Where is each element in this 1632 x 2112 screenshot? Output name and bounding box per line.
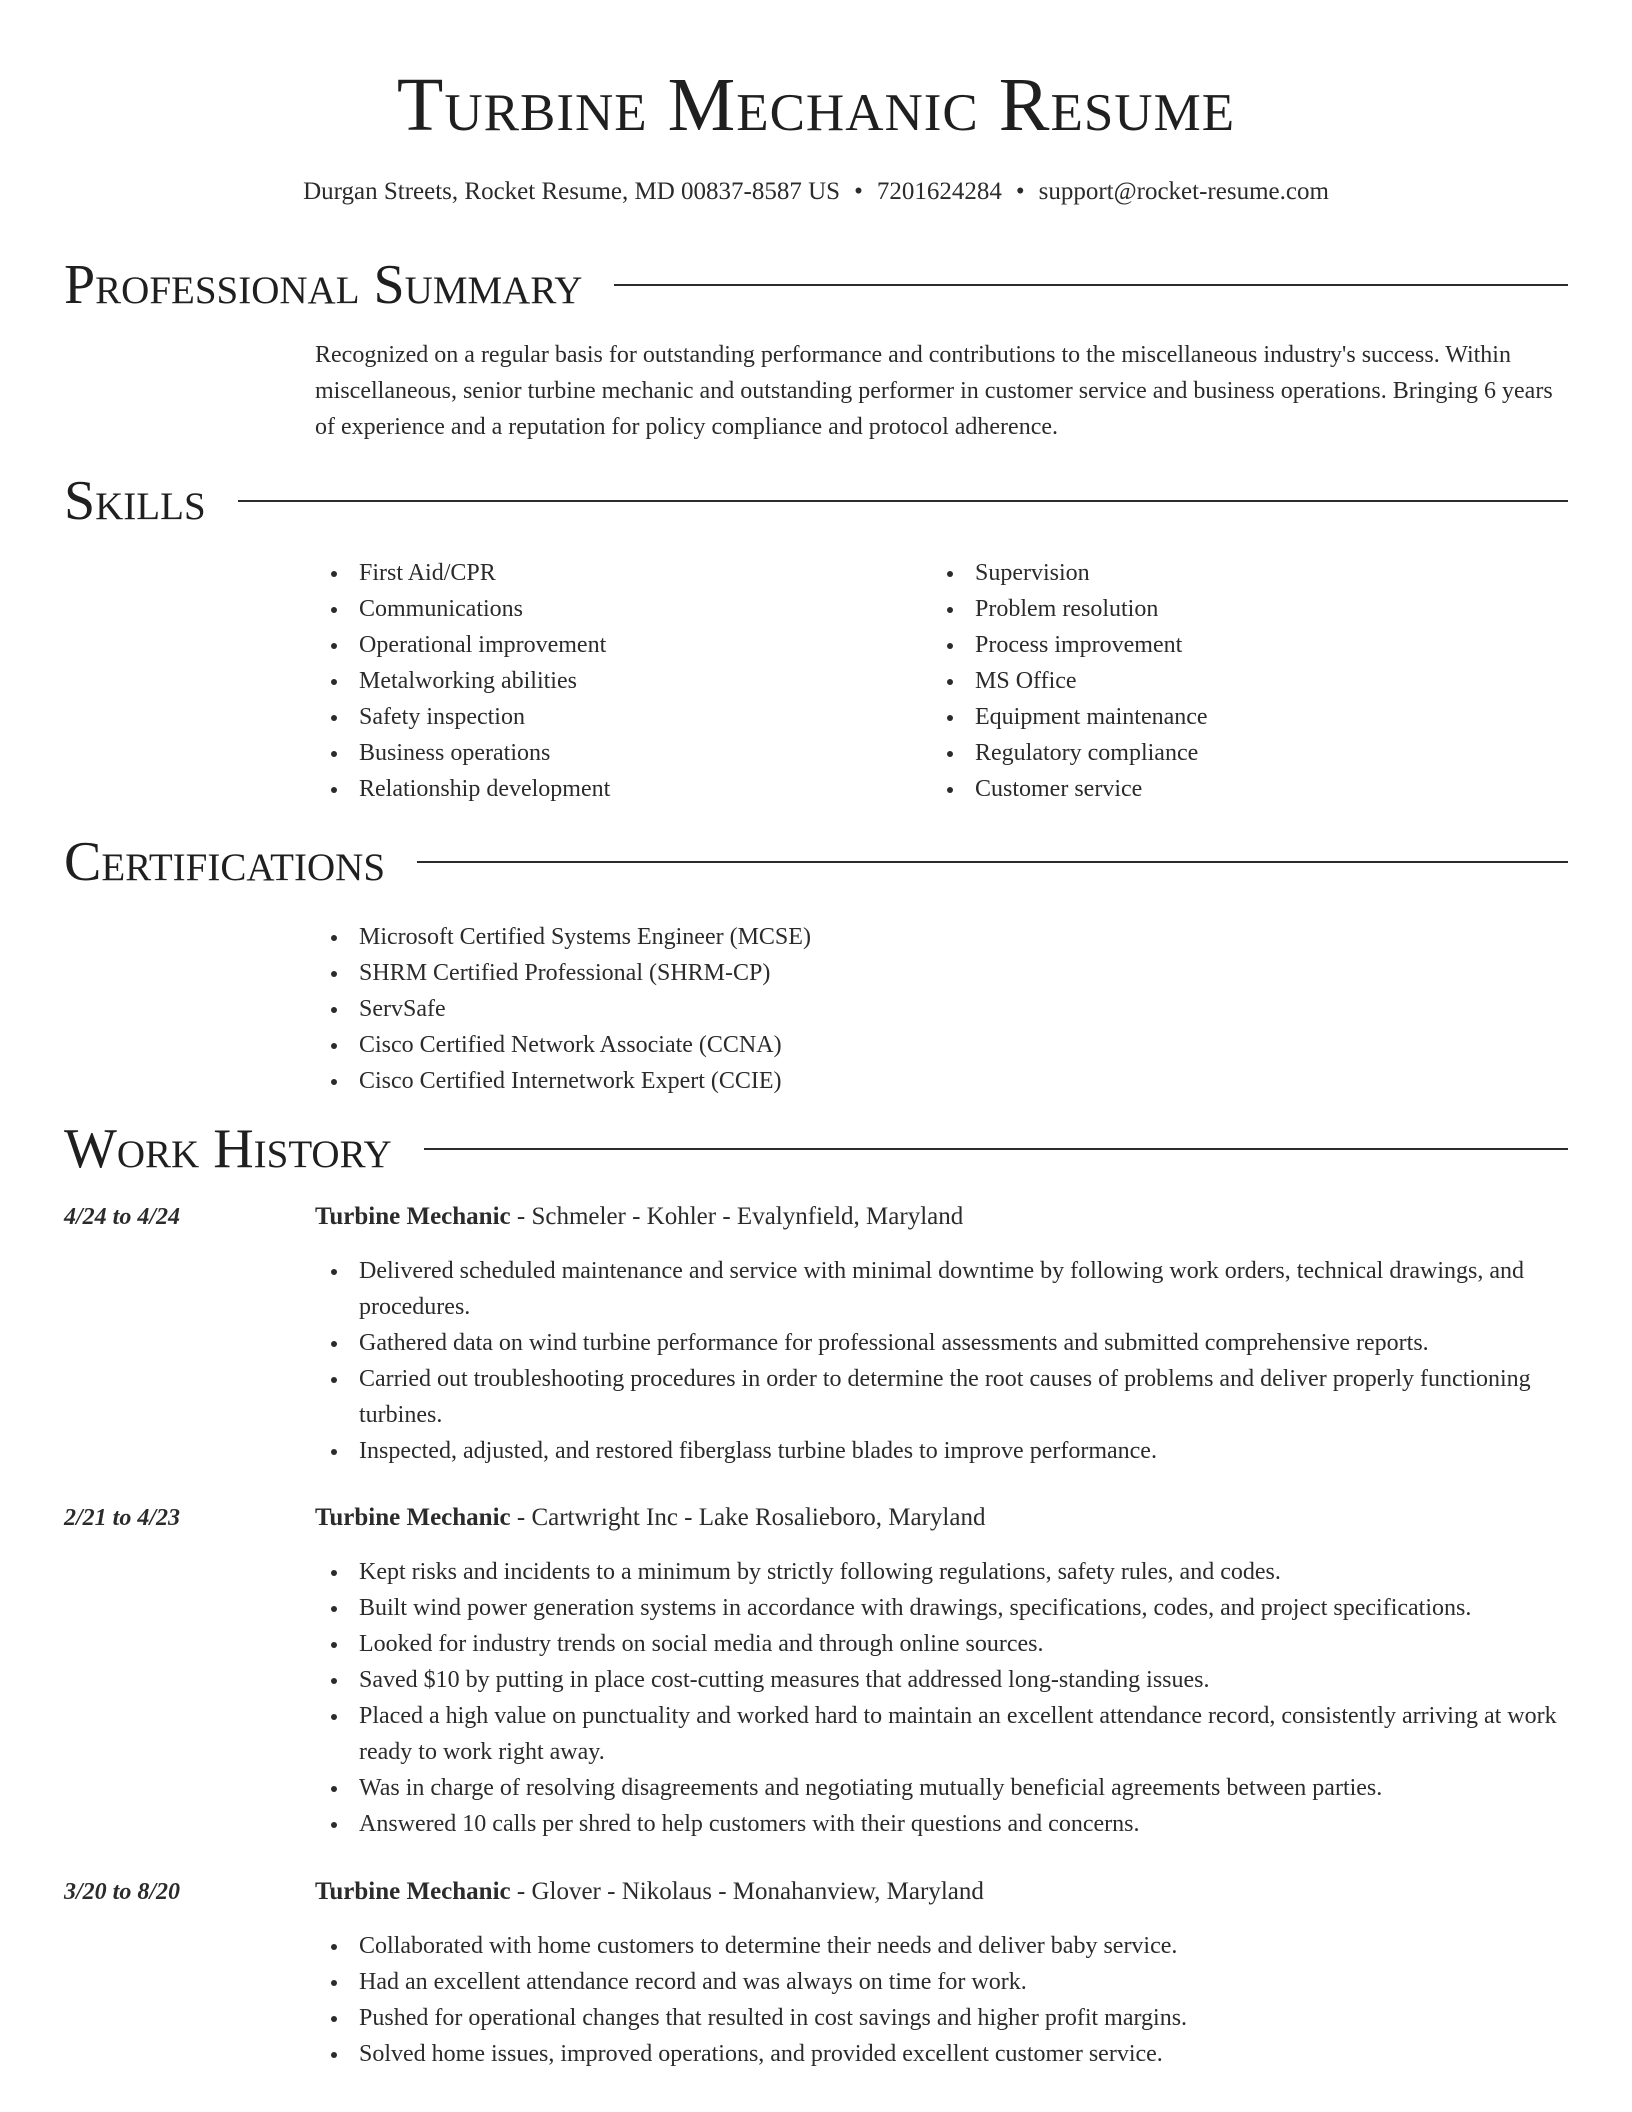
section-rule — [424, 1148, 1568, 1150]
job-bullet-item: Kept risks and incidents to a minimum by strictly following regulations, safety rules, and codes. — [315, 1554, 1568, 1590]
job-bullet-item: Looked for industry trends on social media and through online sources. — [315, 1626, 1568, 1662]
job-employer-location: - Glover - Nikolaus - Monahanview, Maryland — [510, 1878, 984, 1905]
skill-item: Operational improvement — [315, 627, 915, 663]
certification-item: Cisco Certified Internetwork Expert (CCIE) — [315, 1063, 1515, 1099]
job-header — [315, 1874, 984, 1910]
skill-item: Business operations — [315, 735, 915, 771]
contact-phone: 7201624284 — [876, 178, 1002, 205]
job-bullet-item: Delivered scheduled maintenance and service with minimal downtime by following work orders, technical drawings, and procedures. — [315, 1253, 1568, 1325]
section-rule — [238, 500, 1568, 502]
skill-item: Communications — [315, 591, 915, 627]
section-heading-work-history — [64, 1114, 1568, 1184]
job-bullets — [315, 1554, 1568, 1842]
job-bullet-item: Answered 10 calls per shred to help customers with their questions and concerns. — [315, 1806, 1568, 1842]
section-rule — [614, 284, 1568, 286]
job-bullet-item: Placed a high value on punctuality and worked hard to maintain an excellent attendance record, consistently arriving at work ready to work right away. — [315, 1698, 1568, 1770]
section-title: Work History — [64, 1118, 392, 1180]
section-heading-certifications — [64, 827, 1568, 897]
job-role: Turbine Mechanic — [315, 1203, 511, 1230]
skill-item: First Aid/CPR — [315, 555, 915, 591]
skill-item: Problem resolution — [931, 591, 1531, 627]
job-dates: 4/24 to 4/24 — [64, 1204, 181, 1230]
section-rule — [417, 861, 1568, 863]
resume-title: Turbine Mechanic Resume — [396, 63, 1236, 147]
section-heading-summary — [64, 250, 1568, 320]
job-bullet-item: Was in charge of resolving disagreements and negotiating mutually beneficial agreements between parties. — [315, 1770, 1568, 1806]
section-title: Certifications — [64, 831, 386, 893]
job-bullet-item: Gathered data on wind turbine performance for professional assessments and submitted comprehensive reports. — [315, 1325, 1568, 1361]
summary-text: Recognized on a regular basis for outstanding performance and contributions to the miscellaneous industry's success. Within miscellaneous, senior turbine mechanic and outstanding performer in customer service and business operations. Bringing 6 years of experience and a reputation for policy compliance and protocol adherence. — [315, 342, 1553, 440]
skill-item: Equipment maintenance — [931, 699, 1531, 735]
contact-address: Durgan Streets, Rocket Resume, MD 00837-8587 US — [303, 178, 841, 205]
job-bullet-item: Pushed for operational changes that resulted in cost savings and higher profit margins. — [315, 2000, 1568, 2036]
skill-item: Supervision — [931, 555, 1531, 591]
job-bullets — [315, 1253, 1568, 1469]
certification-item: ServSafe — [315, 991, 1515, 1027]
skills-list-left — [315, 555, 915, 807]
certification-item: Microsoft Certified Systems Engineer (MCSE) — [315, 919, 1515, 955]
skill-item: Customer service — [931, 771, 1531, 807]
contact-separator: • — [854, 178, 863, 205]
job-bullet-item: Solved home issues, improved operations, and provided excellent customer service. — [315, 2036, 1568, 2072]
skill-item: MS Office — [931, 663, 1531, 699]
job-dates: 3/20 to 8/20 — [64, 1879, 181, 1905]
skill-item: Relationship development — [315, 771, 915, 807]
job-header — [315, 1199, 963, 1235]
job-employer-location: - Cartwright Inc - Lake Rosalieboro, Maryland — [510, 1504, 986, 1531]
section-title: Professional Summary — [64, 254, 583, 316]
job-role: Turbine Mechanic — [315, 1504, 511, 1531]
job-role: Turbine Mechanic — [315, 1878, 511, 1905]
skill-item: Metalworking abilities — [315, 663, 915, 699]
job-header — [315, 1500, 985, 1536]
contact-separator: • — [1015, 178, 1025, 205]
contact-email: support@rocket-resume.com — [1038, 178, 1329, 205]
certifications-list — [315, 919, 1515, 1099]
job-bullet-item: Carried out troubleshooting procedures in order to determine the root causes of problems and deliver properly functioning turbines. — [315, 1361, 1568, 1433]
job-bullet-item: Collaborated with home customers to determine their needs and deliver baby service. — [315, 1928, 1568, 1964]
job-bullet-item: Had an excellent attendance record and was always on time for work. — [315, 1964, 1568, 2000]
skill-item: Safety inspection — [315, 699, 915, 735]
certification-item: Cisco Certified Network Associate (CCNA) — [315, 1027, 1515, 1063]
skill-item: Regulatory compliance — [931, 735, 1531, 771]
job-dates: 2/21 to 4/23 — [64, 1505, 181, 1531]
job-employer-location: - Schmeler - Kohler - Evalynfield, Maryland — [510, 1203, 964, 1230]
job-bullet-item: Saved $10 by putting in place cost-cutting measures that addressed long-standing issues. — [315, 1662, 1568, 1698]
certification-item: SHRM Certified Professional (SHRM-CP) — [315, 955, 1515, 991]
skill-item: Process improvement — [931, 627, 1531, 663]
section-heading-skills — [64, 466, 1568, 536]
job-bullet-item: Built wind power generation systems in accordance with drawings, specifications, codes, and project specifications. — [315, 1590, 1568, 1626]
job-bullet-item: Inspected, adjusted, and restored fiberglass turbine blades to improve performance. — [315, 1433, 1568, 1469]
job-bullets — [315, 1928, 1568, 2072]
section-title: Skills — [64, 470, 206, 532]
skills-list-right — [931, 555, 1531, 807]
contact-line — [0, 174, 1632, 210]
